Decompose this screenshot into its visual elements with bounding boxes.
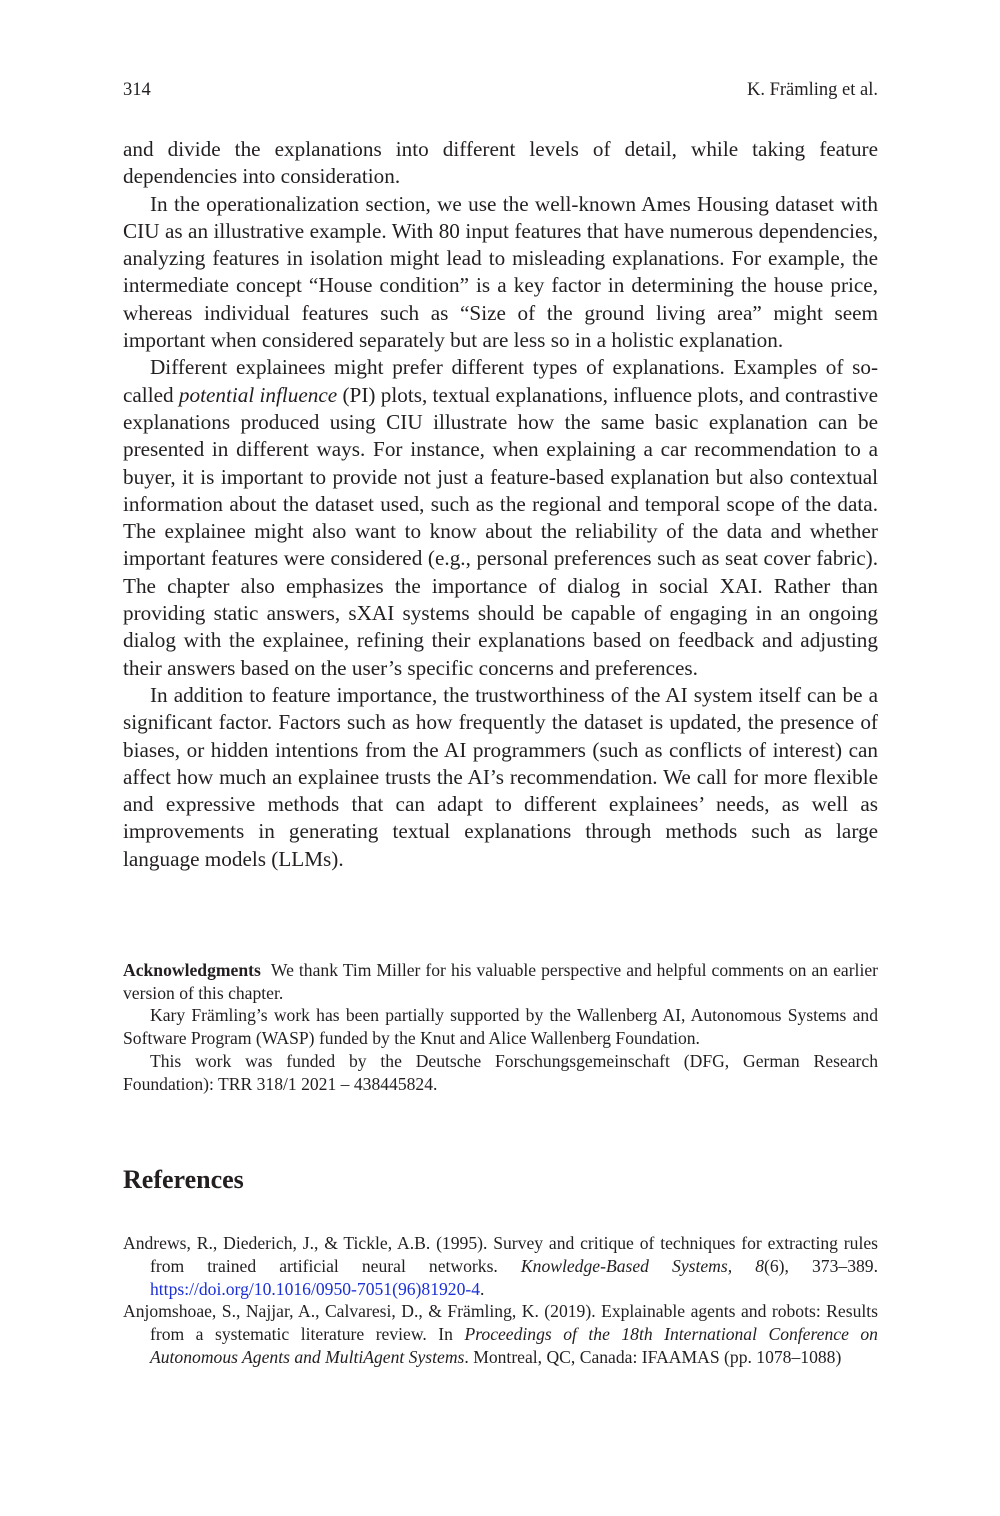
paragraph-1: and divide the explanations into different levels of detail, while taking feature dependencies into consideration. <box>123 137 878 189</box>
reference-item <box>123 1300 878 1368</box>
reference-pages: (6), 373–389. <box>764 1255 878 1276</box>
reference-journal: Knowledge-Based Systems, 8 <box>520 1255 765 1276</box>
body-text <box>123 136 878 873</box>
paragraph-3-start: Different explainees might prefer different types of explanations. Examples of so-called <box>123 355 878 407</box>
paragraph-3 <box>123 354 878 682</box>
references-heading: References <box>123 1165 244 1194</box>
acknowledgments-paragraph-1 <box>123 959 878 1004</box>
running-head <box>123 78 878 102</box>
page-number: 314 <box>123 80 151 100</box>
running-authors: K. Främling et al. <box>746 80 878 100</box>
acknowledgments-label: Acknowledgments <box>123 960 261 980</box>
reference-text: Andrews, R., Diederich, J., & Tickle, A.B. (1995). Survey and critique of techniques for extracting rules from trained artificial neural networks. <box>123 1233 878 1276</box>
doi-link[interactable]: https://doi.org/10.1016/0950-7051(96)81920-4 <box>150 1278 481 1299</box>
paragraph-3-end: (PI) plots, textual explanations, influence plots, and contrastive explanations produced using CIU illustrate how the same basic explanation can be presented in different ways. For instance, when explaining a car recommendation to a buyer, it is important to provide not just a feature-based explanation but also contextual information about the dataset used, such as the regional and temporal scope of the data. The explainee might also want to know about the reliability of the data and whether important features were considered (e.g., personal preferences such as seat cover fabric). The chapter also emphasizes the importance of dialog in social XAI. Rather than providing static answers, sXAI systems should be capable of engaging in an ongoing dialog with the explainee, refining their explanations based on feedback and adjusting their answers based on the user’s specific concerns and preferences. <box>123 382 878 680</box>
reference-text: Anjomshoae, S., Najjar, A., Calvaresi, D., & Främling, K. (2019). Explainable agents and robots: Results from a systematic literature review. In <box>123 1301 878 1345</box>
acknowledgments-paragraph-3: This work was funded by the Deutsche Forschungsgemeinschaft (DFG, German Research Foundation): TRR 318/1 2021 – 438445824. <box>123 1050 878 1094</box>
reference-end: . <box>480 1278 485 1299</box>
potential-influence-term: potential influence <box>178 382 338 407</box>
reference-publisher: . Montreal, QC, Canada: IFAAMAS (pp. 1078–1088) <box>464 1346 842 1367</box>
reference-item <box>123 1232 878 1300</box>
acknowledgments-section <box>123 959 878 1095</box>
acknowledgments-paragraph-2: Kary Främling’s work has been partially supported by the Wallenberg AI, Autonomous Systems and Software Program (WASP) funded by the Knut and Alice Wallenberg Foundation. <box>123 1005 878 1049</box>
reference-proceedings: Proceedings of the 18th International Conference on Autonomous Agents and MultiAgent Systems <box>150 1324 878 1367</box>
paragraph-2: In the operationalization section, we use the well-known Ames Housing dataset with CIU as an illustrative example. With 80 input features that have numerous dependencies, analyzing features in isolation might lead to misleading explanations. For example, the intermediate concept “House condition” is a key factor in determining the house price, whereas individual features such as “Size of the ground living area” might seem important when considered separately but are less so in a holistic explanation. <box>123 191 878 353</box>
references-list <box>123 1232 878 1369</box>
acknowledgments-text-1: We thank Tim Miller for his valuable perspective and helpful comments on an earlier version of this chapter. <box>123 960 879 1003</box>
paragraph-4: In addition to feature importance, the trustworthiness of the AI system itself can be a significant factor. Factors such as how frequently the dataset is updated, the presence of biases, or hidden intentions from the AI programmers (such as conflicts of interest) can affect how much an explainee trusts the AI’s recommendation. We call for more flexible and expressive methods that can adapt to different explainees’ needs, as well as improvements in generating textual explanations through methods such as large language models (LLMs). <box>123 682 878 871</box>
